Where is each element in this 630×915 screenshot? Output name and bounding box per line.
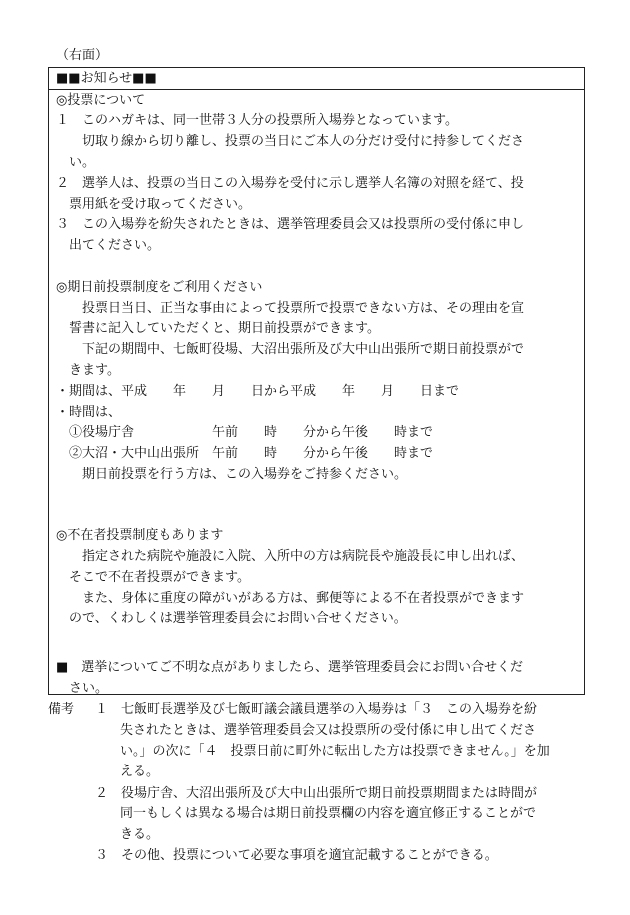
voting-item1-line3: い。 [69,155,96,170]
remark1-line1: １ 七飯町長選挙及び七飯町議会議員選挙の入場券は「３ この入場券を紛 [95,702,538,717]
remark2-line2: 同一もしくは異なる場合は期日前投票欄の内容を適宜修正することがで [120,806,537,821]
absentee-para1-line2: そこで不在者投票ができます。 [69,570,250,585]
inquiry-line1: ■ 選挙についてご不明な点がありましたら、選挙管理委員会にお問い合せくだ [56,660,524,675]
inquiry-line2: さい。 [69,681,109,696]
early-title: ◎期日前投票制度をご利用ください [56,280,263,295]
remarks-label: 備考 [48,702,75,717]
voting-item2-line1: ２ 選挙人は、投票の当日この入場券を受付に示し選挙人名簿の対照を経て、投 [56,176,524,191]
absentee-para2-line2: ので、くわしくは選挙管理委員会にお問い合せください。 [69,611,407,626]
notice-heading: ■■お知らせ■■ [56,71,157,86]
absentee-para1-line1: 指定された病院や施設に入院、入所中の方は病院長や施設長に申し出れば、 [82,549,525,564]
early-time-label: ・時間は、 [56,405,122,420]
voting-item3-line2: 出てください。 [69,238,161,253]
remark3: ３ その他、投票について必要な事項を適宜記載することができる。 [95,848,498,863]
early-para1-line1: 投票日当日、正当な事由によって投票所で投票できない方は、その理由を宣 [82,301,525,316]
remark1-line4: える。 [120,764,160,779]
early-para2-line2: きます。 [69,363,120,378]
voting-title: ◎投票について [56,93,146,108]
remark1-line3: い。」の次に「４ 投票日前に町外に転出した方は投票できません。」を加 [120,744,550,759]
remark2-line3: きる。 [120,827,160,842]
voting-item1-line1: １ このハガキは、同一世帯３人分の投票所入場券となっています。 [56,113,458,128]
remark1-line2: 失されたときは、選挙管理委員会又は投票所の受付係に申し出てくださ [120,723,537,738]
voting-item1-line2: 切取り線から切り離し、投票の当日にご本人の分だけ受付に持参してくださ [82,134,525,149]
early-para2-line1: 下記の期間中、七飯町役場、大沼出張所及び大中山出張所で期日前投票がで [82,342,525,357]
early-time-office: ①役場庁舎 午前 時 分から午後 時まで [69,425,434,440]
remark2-line1: ２ 役場庁舎、大沼出張所及び大中山出張所で期日前投票期間または時間が [95,786,538,801]
early-time-branches: ②大沼・大中山出張所 午前 時 分から午後 時まで [69,446,434,461]
early-para1-line2: 誓書に記入していただくと、期日前投票ができます。 [69,321,380,336]
absentee-para2-line1: また、身体に重度の障がいがある方は、郵便等による不在者投票ができます [82,591,525,606]
voting-item3-line1: ３ この入場券を紛失されたときは、選挙管理委員会又は投票所の受付係に申し [56,217,525,232]
early-period: ・期間は、平成 年 月 日から平成 年 月 日まで [56,384,460,399]
notice-divider [48,89,585,90]
absentee-title: ◎不在者投票制度もあります [56,528,224,543]
page-label: （右面） [56,48,109,63]
early-note: 期日前投票を行う方は、この入場券をご持参ください。 [82,467,408,482]
voting-item2-line2: 票用紙を受け取ってください。 [69,197,252,212]
